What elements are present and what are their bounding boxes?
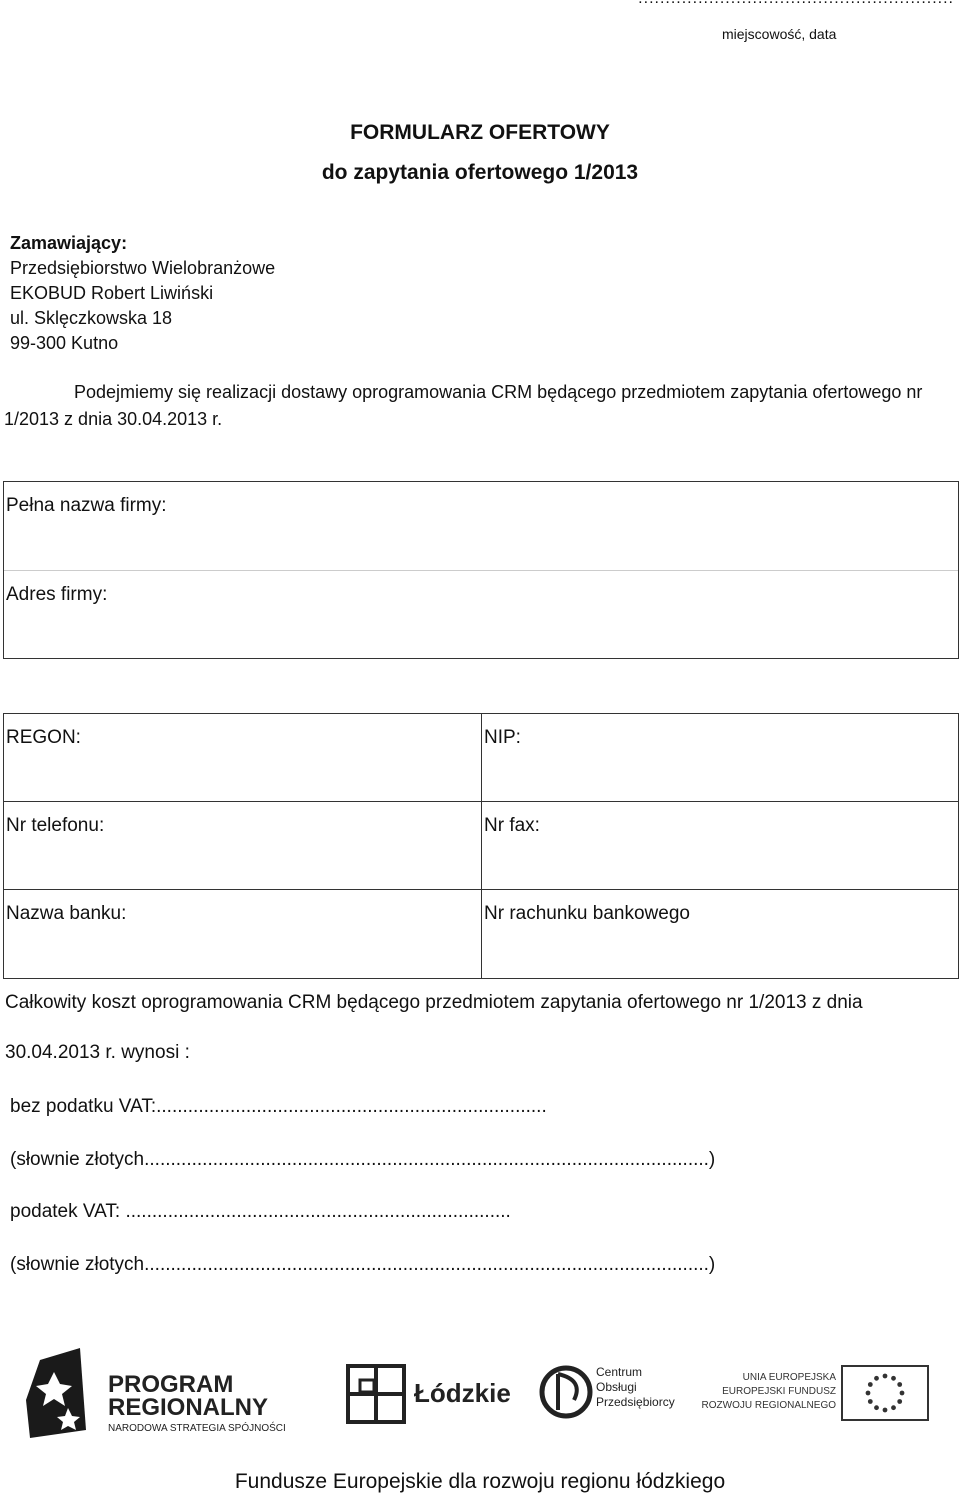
centrum-line2: Obsługi [596,1380,637,1394]
date-signature-line [638,0,954,8]
address-field[interactable] [4,570,958,659]
client-name-line2: EKOBUD Robert Liwiński [10,283,214,303]
bank-name-field[interactable] [4,890,481,978]
vat-amount-line[interactable]: podatek VAT: ......................................................................... [10,1201,511,1222]
client-name-line1: Przedsiębiorstwo Wielobranżowe [10,258,276,278]
net-amount-line[interactable]: bez podatku VAT:.......................................................................... [10,1096,547,1117]
vat-amount-words-line[interactable]: (słownie złotych...........................................................................................................) [10,1254,716,1275]
place-date-label: miejscowość, data [722,26,837,42]
eu-star-icon [868,1382,873,1387]
client-city: 99-300 Kutno [10,333,119,353]
phone-label: Nr telefonu: [6,815,105,836]
funding-logos [0,1340,960,1450]
fax-field[interactable] [481,802,958,890]
program-regionalny-logo [26,1348,286,1438]
eu-star-icon [866,1391,871,1396]
intro-text: Podejmiemy się realizacji dostawy oprogramowania CRM będącego przedmiotem zapytania ofertowego nr 1/2013 z dnia 30.04.2013 r. [4,382,923,429]
nip-field[interactable] [481,714,958,802]
eu-star-icon [874,1405,879,1410]
form-title: FORMULARZ OFERTOWY [350,121,610,144]
cost-sentence-line2: 30.04.2013 r. wynosi : [5,1042,190,1063]
eu-line2: EUROPEJSKI FUNDUSZ [722,1386,836,1397]
eu-star-icon [897,1399,902,1404]
eu-star-icon [891,1376,896,1381]
account-field[interactable] [481,890,958,978]
regon-label: REGON: [6,727,81,748]
account-label: Nr rachunku bankowego [484,903,690,924]
full-name-field[interactable] [4,482,958,570]
program-line3: NARODOWA STRATEGIA SPÓJNOŚCI [108,1423,286,1434]
lodzkie-logo [348,1366,511,1422]
lodzkie-text: Łódzkie [414,1378,511,1408]
eu-line1: UNIA EUROPEJSKA [742,1372,836,1383]
program-line2: REGIONALNY [108,1394,269,1421]
regon-field[interactable] [4,714,481,802]
cost-sentence-line1: Całkowity koszt oprogramowania CRM będącego przedmiotem zapytania ofertowego nr 1/2013 z dnia [5,992,863,1013]
phone-field[interactable] [4,802,481,890]
client-label: Zamawiający: [10,233,128,253]
eu-star-icon [897,1382,902,1387]
centrum-line3: Przedsiębiorcy [596,1395,675,1409]
full-name-label: Pełna nazwa firmy: [6,495,167,516]
program-line1: PROGRAM [108,1371,234,1398]
nip-label: NIP: [484,727,521,748]
eu-star-icon [874,1376,879,1381]
fax-label: Nr fax: [484,815,540,836]
eu-star-icon [891,1405,896,1410]
eu-star-icon [868,1399,873,1404]
net-amount-words-line[interactable]: (słownie złotych...........................................................................................................) [10,1149,716,1170]
bank-name-label: Nazwa banku: [6,903,127,924]
company-box [3,481,959,659]
address-label: Adres firmy: [6,584,108,605]
eu-logo [702,1366,928,1420]
client-block [10,231,275,356]
client-street: ul. Sklęczkowska 18 [10,308,173,328]
centrum-line1: Centrum [596,1365,643,1379]
eu-star-icon [883,1374,888,1379]
details-box [3,713,959,979]
eu-star-icon [900,1391,905,1396]
eu-line3: ROZWOJU REGIONALNEGO [701,1400,836,1411]
centrum-logo [542,1365,675,1416]
form-subtitle: do zapytania ofertowego 1/2013 [321,161,639,184]
intro-paragraph [4,379,934,433]
footer-text: Fundusze Europejskie dla rozwoju regionu łódzkiego [234,1470,726,1493]
eu-star-icon [883,1408,888,1413]
